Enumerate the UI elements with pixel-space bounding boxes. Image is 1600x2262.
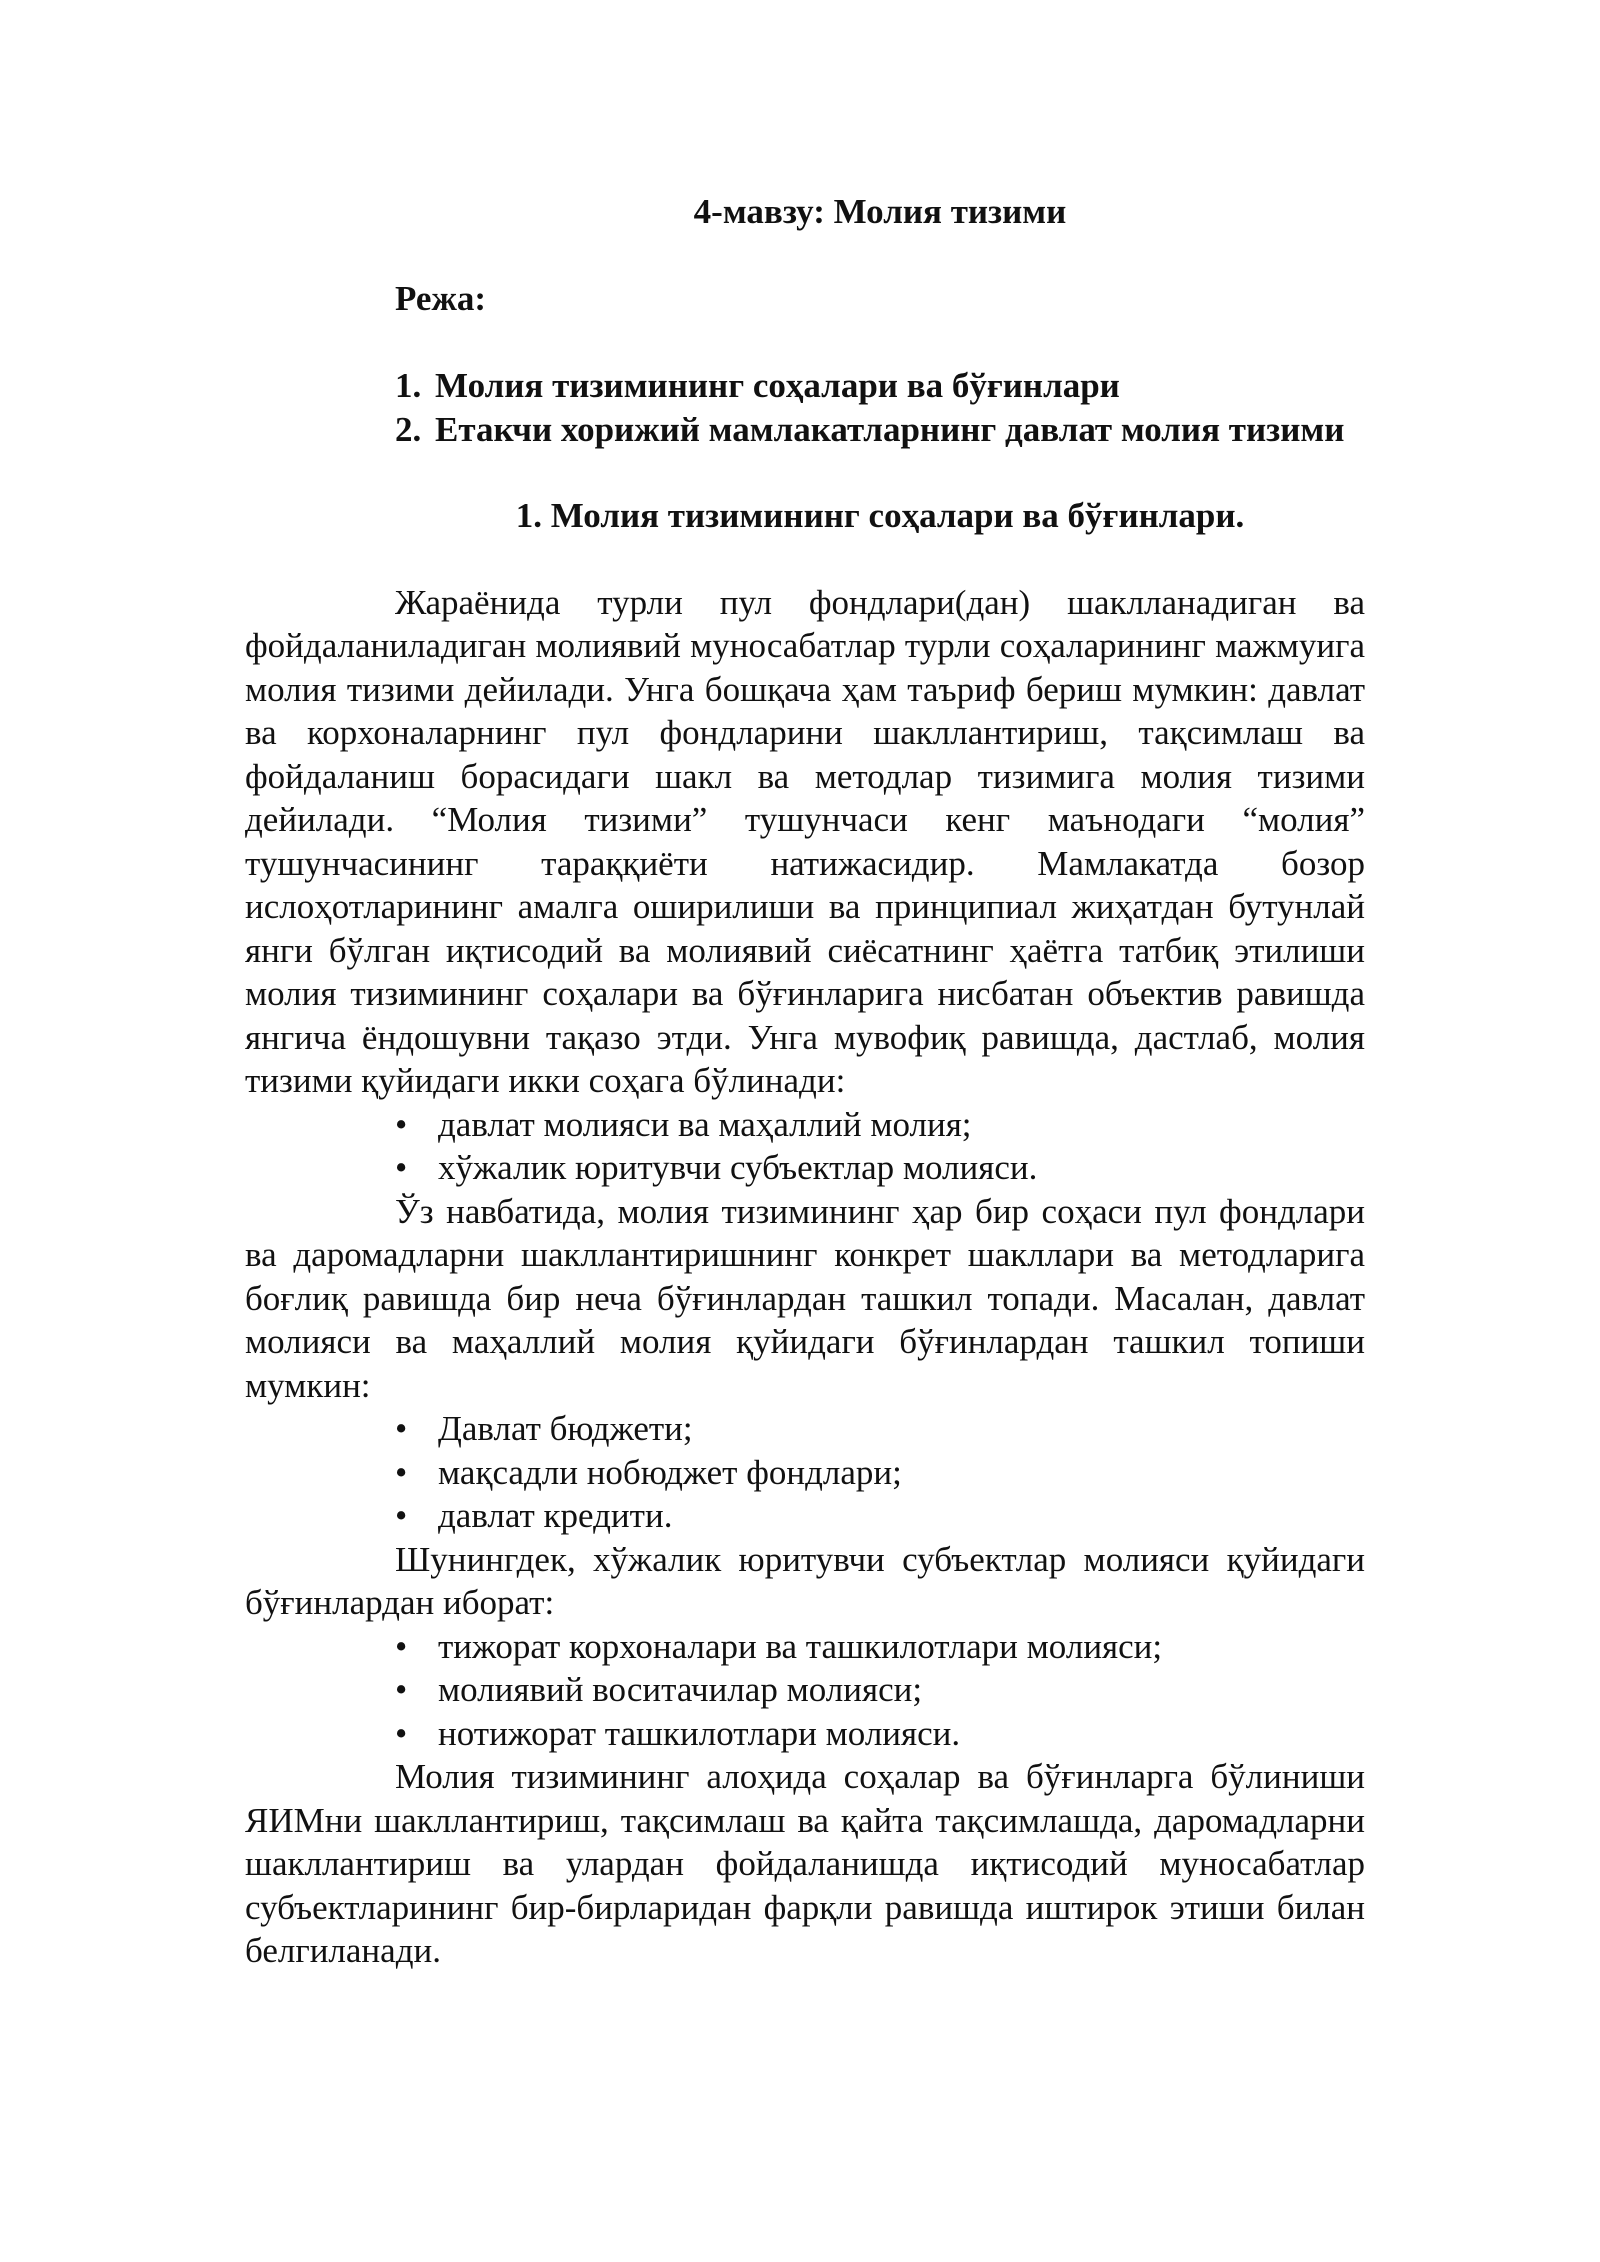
bullet-item: [395, 1407, 1365, 1451]
bullet-text: мақсадли нобюджет фондлари;: [438, 1452, 902, 1492]
bullet-item: [395, 1451, 1365, 1495]
bullet-text: давлат молияси ва маҳаллий молия;: [438, 1104, 972, 1144]
plan-item-number: 2.: [395, 409, 422, 449]
bullet-icon: •: [395, 1409, 408, 1448]
bullet-icon: •: [395, 1626, 408, 1666]
bullet-list: [245, 1625, 1365, 1756]
bullet-icon: •: [395, 1148, 408, 1187]
paragraph: Ўз навбатида, молия тизимининг ҳар бир соҳаси пул фондлари ва даромадларни шакллантиришнинг конкрет шакллари ва методларига боғлиқ равишда бир неча бўғинлардан ташкил топади. Масалан, давлат молияси ва маҳаллий молия қуйидаги бўғинлардан ташкил топиши мумкин:: [245, 1191, 1365, 1405]
bullet-text: молиявий воситачилар молияси;: [438, 1670, 923, 1709]
plan-item-number: 1.: [395, 366, 422, 405]
bullet-item: [395, 1625, 1365, 1669]
bullet-text: хўжалик юритувчи субъектлар молияси.: [438, 1148, 1038, 1187]
bullet-icon: •: [395, 1496, 408, 1535]
bullet-icon: •: [395, 1104, 408, 1144]
bullet-icon: •: [395, 1713, 408, 1753]
document-title: 4-мавзу: Молия тизими: [693, 192, 1067, 231]
bullet-item: [395, 1668, 1365, 1712]
plan-label: Режа:: [395, 278, 486, 318]
plan-list: [245, 364, 1365, 451]
bullet-list: [245, 1407, 1365, 1538]
bullet-text: тижорат корхоналари ва ташкилотлари молияси;: [438, 1626, 1163, 1666]
paragraph: Шунингдек, хўжалик юритувчи субъектлар молияси қуйидаги бўғинлардан иборат:: [245, 1539, 1365, 1622]
bullet-item: [395, 1494, 1365, 1538]
bullet-item: [395, 1712, 1365, 1756]
document-body: [245, 190, 1365, 1973]
bullet-item: [395, 1103, 1365, 1147]
bullet-text: давлат кредити.: [438, 1496, 673, 1535]
plan-item-text: Етакчи хорижий мамлакатларнинг давлат молия тизими: [435, 409, 1345, 449]
bullet-icon: •: [395, 1452, 408, 1492]
plan-item-text: Молия тизимининг соҳалари ва бўғинлари: [435, 366, 1120, 405]
paragraph: Молия тизимининг алоҳида соҳалар ва бўғинларга бўлиниши ЯИМни шакллантириш, тақсимлаш ва қайта тақсимлашда, даромадларни шакллантириш ва улардан фойдаланишда иқтисодий муносабатлар субъектларининг бир-бирларидан фарқли равишда иштирок этиши билан белгиланади.: [245, 1757, 1365, 1970]
plan-item: [245, 408, 1365, 452]
section-heading: 1. Молия тизимининг соҳалари ва бўғинлари.: [515, 496, 1245, 535]
bullet-item: [395, 1146, 1365, 1190]
bullet-text: Давлат бюджети;: [438, 1409, 693, 1448]
bullet-text: нотижорат ташкилотлари молияси.: [438, 1713, 961, 1753]
bullet-icon: •: [395, 1670, 408, 1709]
paragraph: Жараёнида турли пул фондлари(дан) шаклланадиган ва фойдаланиладиган молиявий муносабатлар турли соҳаларининг мажмуига молия тизими дейилади. Унга бошқача ҳам таъриф бериш мумкин: давлат ва корхоналарнинг пул фондларини шакллантириш, тақсимлаш ва фойдаланиш борасидаги шакл ва методлар тизимига молия тизими дейилади. “Молия тизими” тушунчаси кенг маънодаги “молия” тушунчасининг тараққиёти натижасидир. Мамлакатда бозор ислоҳотларининг амалга оширилиши ва принципиал жиҳатдан бутунлай янги бўлган иқтисодий ва молиявий сиёсатнинг ҳаётга татбиқ этилиши молия тизимининг соҳалари ва бўғинларига нисбатан объектив равишда янгича ёндошувни тақазо этди. Унга мувофиқ равишда, дастлаб, молия тизими қуйидаги икки соҳага бўлинади:: [245, 582, 1365, 1100]
bullet-list: [245, 1103, 1365, 1190]
plan-item: [245, 364, 1365, 408]
